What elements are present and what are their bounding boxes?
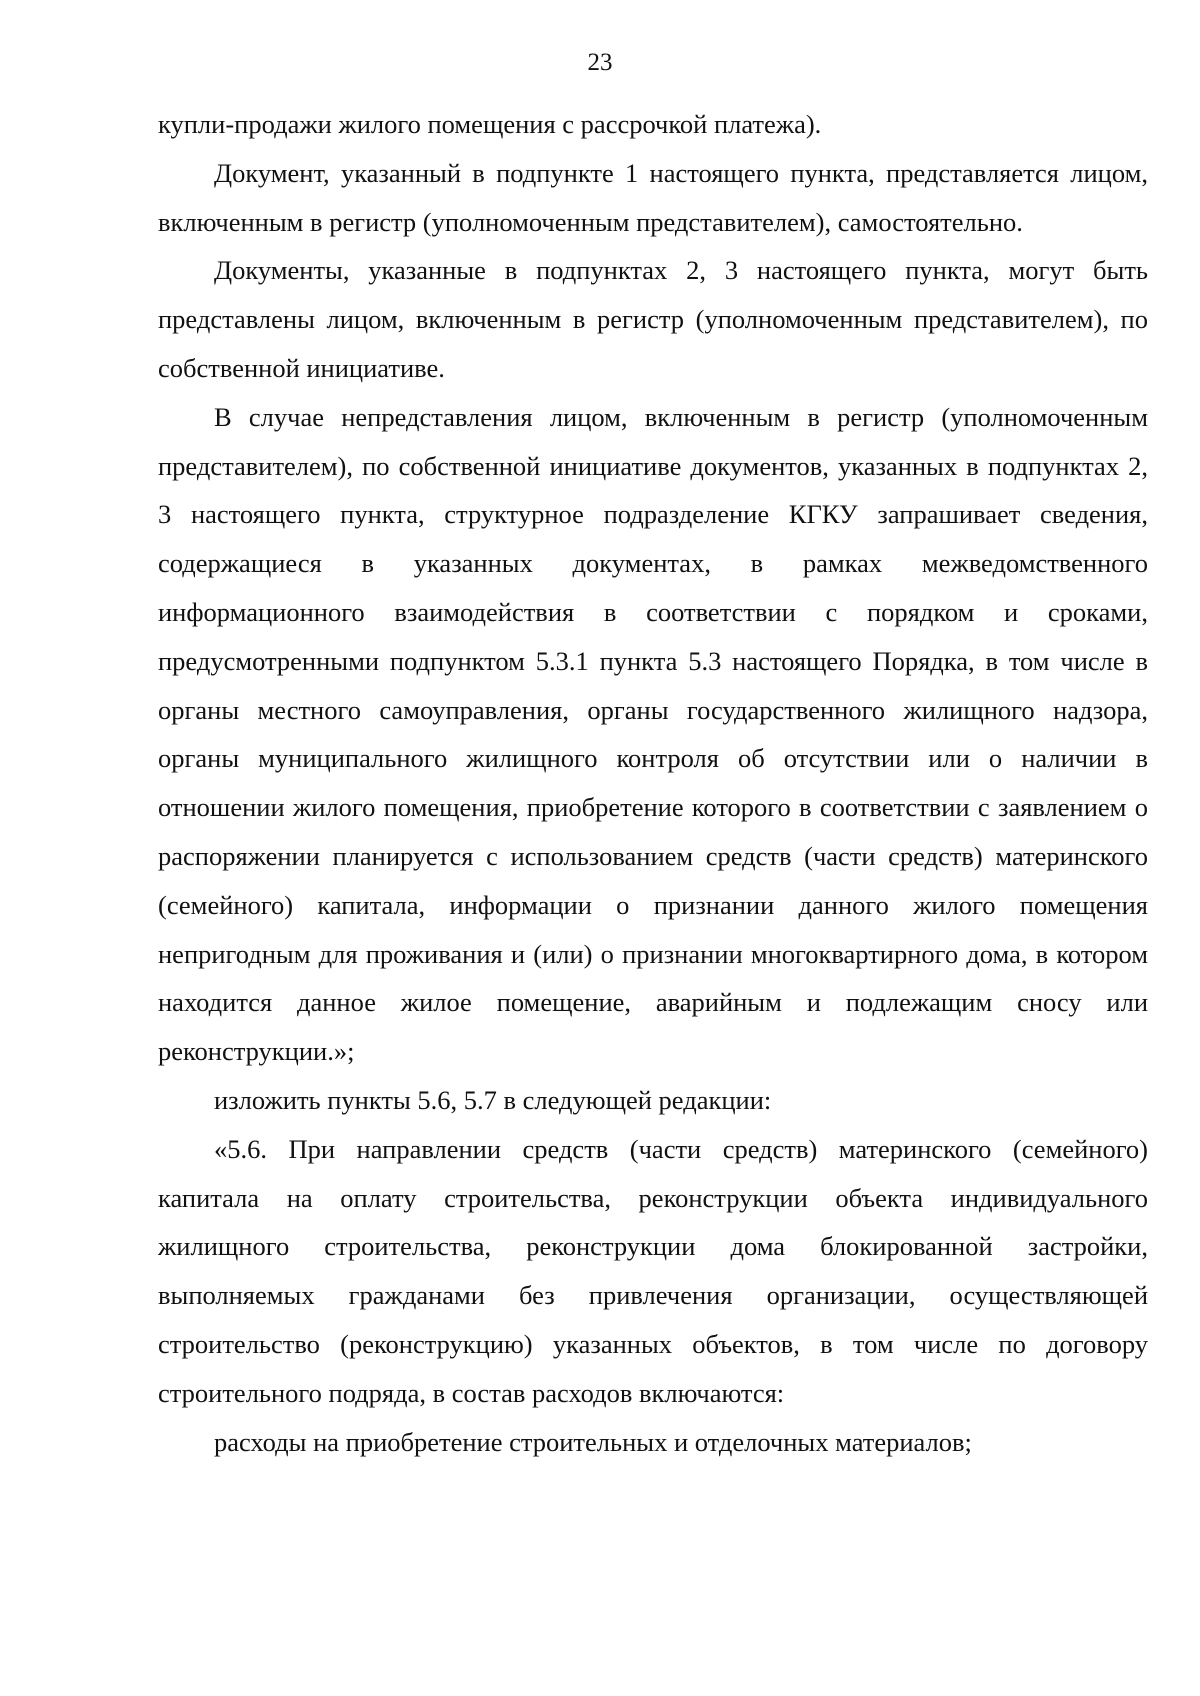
document-body — [158, 100, 1148, 1466]
paragraph-1: купли-продажи жилого помещения с рассрочкой платежа). — [158, 109, 822, 139]
paragraph-3: Документы, указанные в подпунктах 2, 3 настоящего пункта, могут быть представлены лицом, включенным в регистр (уполномоченным представителем), по собственной инициативе. — [158, 255, 1148, 383]
paragraph-7: расходы на приобретение строительных и отделочных материалов; — [214, 1426, 972, 1457]
page-number: 23 — [587, 49, 613, 76]
paragraph-2: Документ, указанный в подпункте 1 настоящего пункта, представляется лицом, включенным в регистр (уполномоченным представителем), самостоятельно. — [158, 157, 1148, 237]
paragraph-4: В случае непредставления лицом, включенным в регистр (уполномоченным представителем), по собственной инициативе документов, указанных в подпунктах 2, 3 настоящего пункта, структурное подразделение КГКУ запрашивает сведения, содержащиеся в указанных документах, в рамках межведомственного информационного взаимодействия в соответствии с порядком и сроками, предусмотренными подпунктом 5.3.1 пункта 5.3 настоящего Порядка, в том числе в органы местного самоуправления, органы государственного жилищного надзора, органы муниципального жилищного контроля об отсутствии или о наличии в отношении жилого помещения, приобретение которого в соответствии с заявлением о распоряжении планируется с использованием средств (части средств) материнского (семейного) капитала, информации о признании данного жилого помещения непригодным для проживания и (или) о признании многоквартирного дома, в котором находится данное жилое помещение, аварийным и подлежащим сносу или реконструкции.»; — [158, 401, 1148, 1067]
paragraph-5: изложить пункты 5.6, 5.7 в следующей редакции: — [214, 1084, 772, 1115]
paragraph-6: «5.6. При направлении средств (части средств) материнского (семейного) капитала на оплату строительства, реконструкции объекта индивидуального жилищного строительства, реконструкции дома блокированной застройки, выполняемых гражданами без привлечения организации, осуществляющей строительство (реконструкцию) указанных объектов, в том числе по договору строительного подряда, в состав расходов включаются: — [158, 1133, 1148, 1408]
